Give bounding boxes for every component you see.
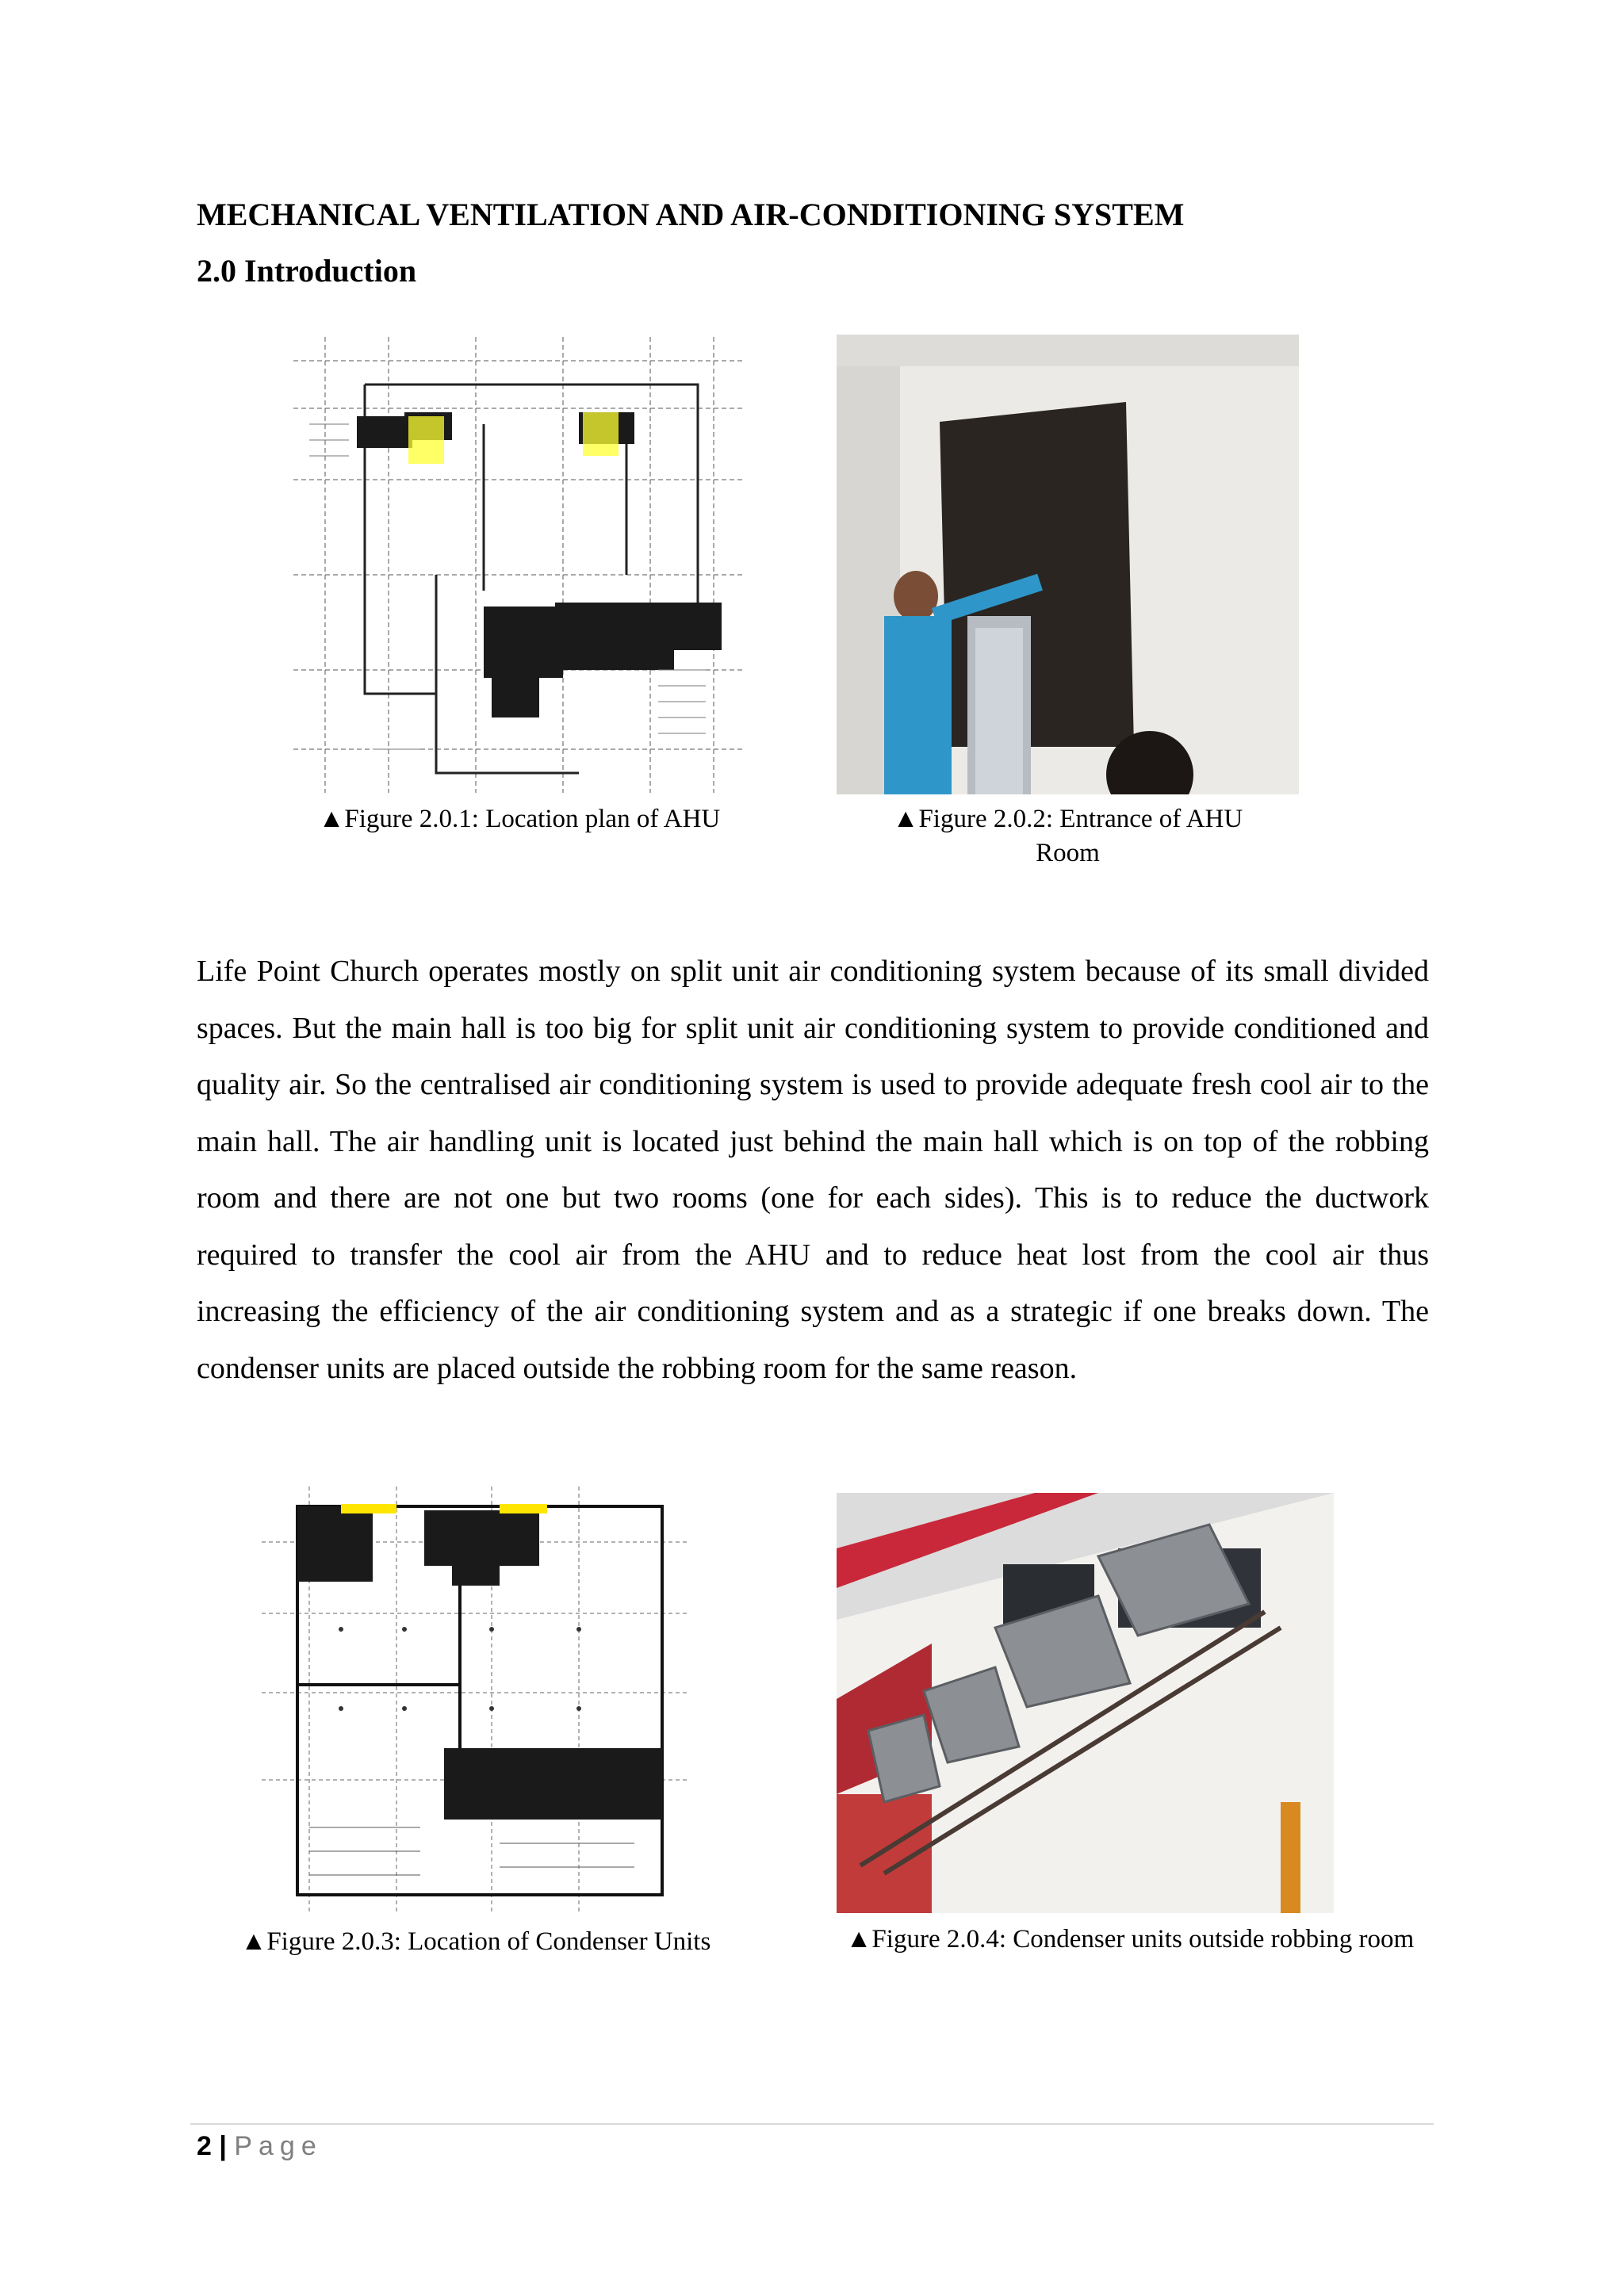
figure-caption-line: ▲Figure 2.0.2: Entrance of AHU: [892, 805, 1243, 833]
page-footer: [197, 2129, 323, 2164]
figure-caption: ▲Figure 2.0.4: Condenser units outside robbing room: [845, 1925, 1415, 1954]
figure-condenser-location-plan: [262, 1487, 690, 1915]
page-heading: MECHANICAL VENTILATION AND AIR-CONDITIONING SYSTEM: [197, 197, 1185, 232]
section-heading: 2.0 Introduction: [197, 253, 417, 289]
page-label: Page: [234, 2131, 323, 2161]
footer-divider: [190, 2123, 1434, 2125]
footer-separator: |: [219, 2131, 227, 2161]
figure-ahu-location-plan: [293, 337, 745, 793]
body-paragraph: Life Point Church operates mostly on split unit air conditioning system because of its small divided spaces. But the main hall is too big for split unit air conditioning system to provide conditioned and quality air. So the centralised air conditioning system is used to provide adequate fresh cool air to the main hall. The air handling unit is located just behind the main hall which is on top of the robbing room and there are not one but two rooms (one for each sides). This is to reduce the ductwork required to transfer the cool air from the AHU and to reduce heat lost from the cool air thus increasing the efficiency of the air conditioning system and as a strategic if one breaks down. The condenser units are placed outside the robbing room for the same reason.: [197, 955, 1429, 1385]
page-number: 2: [197, 2131, 212, 2161]
condenser-units-photo: [837, 1493, 1334, 1913]
figure-caption: ▲Figure 2.0.1: Location plan of AHU: [318, 805, 721, 833]
ahu-plan-drawing: [293, 337, 745, 793]
figure-caption-line: Room: [1036, 839, 1100, 867]
figure-condenser-units-photo: [837, 1493, 1334, 1913]
figure-ahu-room-entrance: [837, 335, 1299, 794]
figure-caption: [837, 802, 1299, 871]
ahu-entrance-photo: [837, 335, 1299, 794]
figure-caption: ▲Figure 2.0.3: Location of Condenser Units: [240, 1927, 711, 1956]
condenser-plan-drawing: [262, 1487, 690, 1915]
